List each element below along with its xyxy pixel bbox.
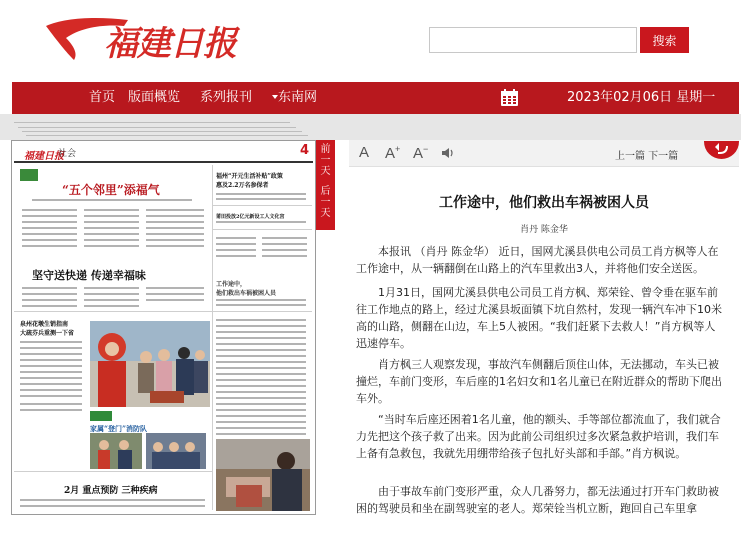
text-line: [84, 299, 139, 301]
divider: [14, 471, 212, 472]
text-line: [216, 319, 306, 321]
text-line: [216, 355, 306, 357]
text-line: [216, 403, 306, 405]
paper-headline-side2[interactable]: 莆田投放2亿元新设工人文化宫: [216, 214, 285, 220]
divider: [14, 311, 212, 312]
text-line: [146, 227, 204, 229]
reader-toolbar: [349, 140, 739, 167]
divider: [26, 135, 308, 136]
side-tab-char: 天: [320, 208, 331, 219]
text-line: [216, 379, 306, 381]
article-paragraph: 肖方枫三人观察发现，事故汽车侧翻后顶住山体，无法挪动，车头已被撞烂，车前门变形，车后座的1名妇女和1名儿童已在附近群众的帮助下爬出车外。: [356, 358, 722, 405]
news-photo-group: [146, 433, 206, 469]
nav-item-series-papers[interactable]: 系列报刊: [200, 90, 253, 105]
text-line: [84, 209, 139, 211]
text-line: [84, 221, 139, 223]
text-line: [20, 389, 82, 391]
text-line: [20, 403, 82, 405]
prev-next-article-links[interactable]: 上一篇 下一篇: [615, 151, 679, 162]
text-line: [22, 299, 77, 301]
paper-headline-second[interactable]: 坚守送快递 传递幸福味: [32, 269, 146, 282]
divider: [212, 165, 213, 510]
paper-headline-bottom[interactable]: 2月 重点预防 三种疾病: [64, 486, 158, 496]
paper-section: 社会: [58, 149, 77, 159]
news-photo-family: [90, 433, 142, 469]
text-line: [22, 209, 77, 211]
text-line: [84, 215, 139, 217]
text-line: [22, 233, 77, 235]
article-paragraph: 本报讯 （肖丹 陈金华） 近日，国网尤溪县供电公司员工肖方枫等人在工作途中，从一辆翻倒在山路上的汽车里救出3人，并将他们安全送医。: [356, 245, 719, 275]
text-line: [20, 359, 82, 361]
nav-item-home[interactable]: 首页: [89, 90, 116, 105]
day-switch-tab[interactable]: [316, 140, 335, 230]
text-line: [84, 305, 139, 307]
text-line: [146, 221, 204, 223]
font-size-decrease-button[interactable]: [413, 144, 428, 162]
search-button[interactable]: 搜索: [640, 27, 689, 53]
text-line: [146, 299, 204, 301]
news-photo-firefighters: [90, 321, 210, 407]
text-line: [216, 433, 306, 435]
side-tab-char: 后: [320, 186, 331, 197]
side-tab-char: 前: [320, 144, 331, 155]
text-line: [20, 377, 82, 379]
paper-headline-side1[interactable]: 福州“开元生活补贴”政策: [216, 173, 283, 180]
text-line: [262, 255, 307, 257]
news-photo-right: [216, 439, 310, 511]
text-line: [22, 293, 77, 295]
minus-icon: −: [423, 144, 429, 154]
text-line: [216, 198, 306, 200]
text-line: [216, 427, 306, 429]
text-line: [216, 343, 306, 345]
divider: [14, 122, 290, 123]
return-arrow-icon: [714, 142, 730, 156]
text-line: [146, 239, 204, 241]
text-line: [20, 395, 82, 397]
text-line: [216, 325, 306, 327]
text-line: [20, 341, 82, 343]
text-line: [32, 199, 192, 201]
article-paragraph: 1月31日，国网尤溪县供电公司员工肖方枫、郑荣铨、曾令垂在驱车前往工作地点的路上，经过尤溪县坂面镇下坑自然村，发现一辆汽车冲下10米高的山路，侧翻在山边，车上5人被困。“我们赶紧下去救人！”肖方枫等人迅速停车。: [356, 286, 722, 350]
article-paragraph: “当时车后座还困着1名儿童，他的额头、手等部位都流血了，我们就合力先把这个孩子救了出来。因为此前公司组织过多次紧急救护培训，我们车上备有急救包，我就先用绷带给孩子包扎好头部和手部。”肖方枫说。: [356, 413, 721, 460]
side-tab-char: 天: [320, 166, 331, 177]
newspaper-page-view[interactable]: [11, 140, 316, 515]
text-line: [146, 209, 204, 211]
text-line: [216, 221, 306, 223]
paper-headline-promo[interactable]: 家属“登门”消防队: [90, 424, 148, 433]
text-line: [84, 227, 139, 229]
text-line: [216, 409, 306, 411]
text-line: [262, 237, 307, 239]
divider: [18, 127, 296, 128]
text-line: [20, 505, 205, 507]
text-line: [22, 239, 77, 241]
paper-page-number: 4: [300, 143, 310, 158]
nav-item-page-overview[interactable]: 版面概览: [128, 90, 181, 105]
story-badge: [20, 169, 38, 181]
font-decrease-label: A: [413, 145, 424, 162]
text-line: [20, 499, 205, 501]
text-line: [216, 304, 306, 306]
text-line: [216, 361, 306, 363]
text-line: [20, 347, 82, 349]
text-line: [22, 227, 77, 229]
search-input[interactable]: [429, 27, 637, 53]
text-line: [146, 245, 204, 247]
text-line: [216, 331, 306, 333]
font-increase-label: A: [385, 145, 396, 162]
text-line: [84, 287, 139, 289]
text-line: [216, 299, 306, 301]
text-line: [146, 215, 204, 217]
text-line: [216, 415, 306, 417]
side-tab-char: 一: [320, 155, 331, 166]
text-line: [262, 243, 307, 245]
text-line: [216, 421, 306, 423]
text-line: [84, 239, 139, 241]
text-line: [216, 391, 306, 393]
article-paragraph: 由于事故车前门变形严重，众人几番努力，都无法通过打开车门救助被困的驾驶员和坐在副驾驶室的老人。郑荣铨当机立断，跑回自己车里拿: [356, 485, 719, 515]
article-title: 工作途中，他们救出车祸被困人员: [439, 195, 649, 211]
text-line: [146, 287, 204, 289]
divider: [22, 131, 302, 132]
text-line: [216, 249, 256, 251]
paper-masthead: 福建日报: [24, 151, 64, 162]
text-line: [216, 349, 306, 351]
text-line: [20, 365, 82, 367]
side-tab-char: 一: [320, 197, 331, 208]
paper-headline-lead[interactable]: “五个邻里”添福气: [62, 183, 160, 197]
text-line: [84, 245, 139, 247]
text-line: [22, 287, 77, 289]
text-line: [262, 249, 307, 251]
article-byline: 肖丹 陈金华: [520, 225, 568, 235]
text-line: [22, 245, 77, 247]
paper-headline-left1[interactable]: 泉州花墩生销指南: [20, 321, 69, 328]
text-line: [216, 237, 256, 239]
text-line: [216, 373, 306, 375]
divider: [212, 229, 312, 230]
paper-header: [14, 143, 313, 163]
text-line: [216, 243, 256, 245]
paper-headline-side3[interactable]: 工作途中，: [216, 281, 247, 288]
font-size-normal-button[interactable]: A: [359, 144, 370, 161]
promo-tag: [90, 411, 112, 421]
text-line: [22, 305, 77, 307]
text-line: [22, 221, 77, 223]
calendar-icon[interactable]: [500, 88, 519, 107]
text-line: [146, 233, 204, 235]
logo-text: 福建日报: [104, 24, 236, 64]
divider: [212, 311, 312, 312]
plus-icon: +: [395, 144, 401, 154]
newspaper-page: [12, 141, 315, 514]
font-size-increase-button[interactable]: [385, 144, 400, 162]
current-date: 2023年02月06日 星期一: [567, 90, 716, 105]
paper-headline-side3b[interactable]: 他们救出车祸被困人员: [216, 290, 277, 297]
text-line: [20, 383, 82, 385]
main-nav: [12, 82, 739, 114]
text-line: [20, 409, 82, 411]
paper-headline-side1b: 惠及2.2万名参保者: [216, 182, 269, 189]
text-line: [84, 233, 139, 235]
article-reader: [349, 140, 739, 541]
text-line: [216, 255, 256, 257]
nav-item-dongnan[interactable]: 东南网: [278, 90, 318, 105]
text-line: [216, 397, 306, 399]
text-line: [20, 353, 82, 355]
speaker-icon[interactable]: [441, 147, 455, 159]
divider: [212, 205, 312, 206]
text-line: [22, 215, 77, 217]
text-line: [216, 385, 306, 387]
fujian-daily-logo[interactable]: [44, 12, 244, 72]
text-line: [146, 293, 204, 295]
text-line: [216, 193, 306, 195]
text-line: [20, 371, 82, 373]
text-line: [216, 367, 306, 369]
paper-headline-left1b: 大疏芬兵重测一下省: [20, 330, 75, 337]
text-line: [84, 293, 139, 295]
text-line: [216, 337, 306, 339]
